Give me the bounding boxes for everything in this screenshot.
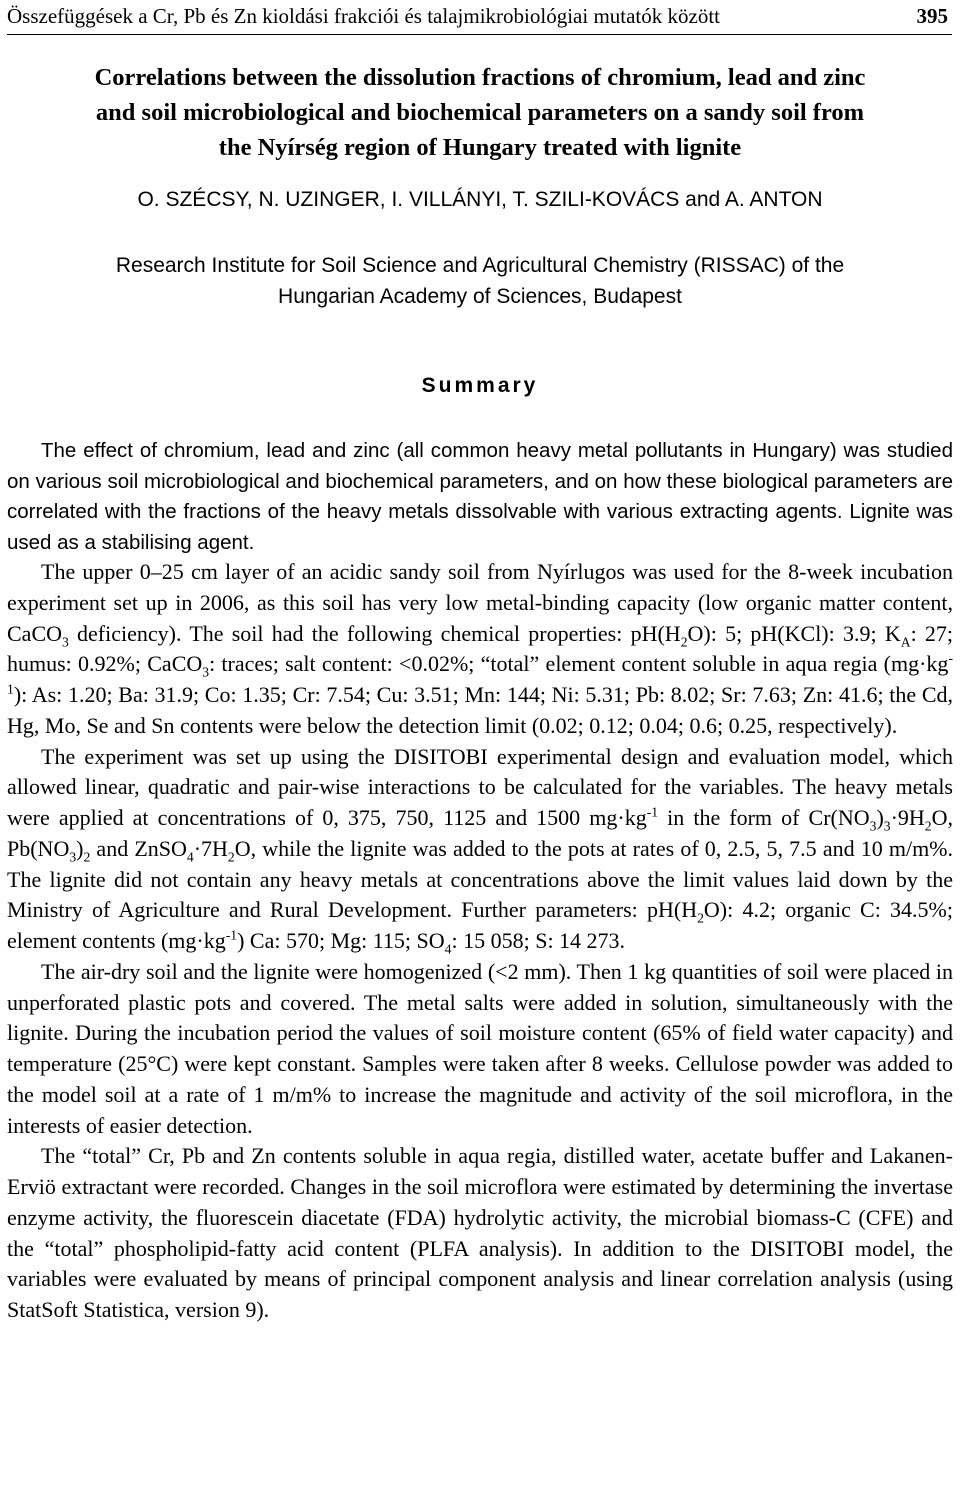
subscript: 2: [924, 818, 932, 834]
running-head: [7, 2, 952, 35]
text-run: : 15 058; S: 14 273.: [451, 928, 626, 953]
text-run: The upper 0–25 cm layer of an acidic sandy soil from Nyírlugos was used for the 8-week incubation experiment set up in 2006, as this soil has very low metal-binding capacity (low organic matter content, CaCO: [7, 559, 953, 646]
text-run: The experiment was set up using the DISITOBI experimental design and evaluation model, which allowed linear, quadratic and pair-wise interactions to be calculated for the variables. The heavy metals were applied at concentrations of 0, 375, 750, 1125 and 1500 mg·kg: [7, 743, 953, 830]
superscript: -1: [7, 650, 953, 697]
subscript: 2: [83, 849, 91, 865]
subscript: 3: [62, 633, 69, 649]
text-run: ): [876, 805, 884, 830]
subscript: 4: [444, 941, 452, 957]
text-run: ·7H: [193, 835, 228, 861]
subscript: 2: [680, 633, 688, 649]
body-paragraph-1: [7, 557, 953, 742]
body-paragraph-3: The air-dry soil and the lignite were homogenized (<2 mm). Then 1 kg quantities of soil were placed in unperforated plastic pots and covered. The metal salts were added in solution, simultaneously with the lignite. During the incubation period the values of soil moisture content (65% of field water capacity) and temperature (25°C) were kept constant. Samples were taken after 8 weeks. Cellulose powder was added to the model soil at a rate of 1 m/m% to increase the magnitude and activity of the soil microflora, in the interests of easier detection.: [7, 958, 953, 1138]
page-number: 395: [916, 4, 948, 28]
summary-heading: Summary: [421, 374, 539, 397]
body-paragraph-4: The “total” Cr, Pb and Zn contents soluble in aqua regia, distilled water, acetate buffer and Lakanen-Erviö extractant were recorded. Changes in the soil microflora were estimated by determining the invertase enzyme activity, the fluorescein diacetate (FDA) hydrolytic activity, the microbial biomass-C (CFE) and the “total” phospholipid-fatty acid content (PLFA analysis). In addition to the DISITOBI model, the variables were evaluated by means of principal component analysis and linear correlation analysis (using StatSoft Statistica, version 9).: [7, 1143, 953, 1322]
text-run: ) Ca: 570; Mg: 115; SO: [237, 928, 445, 953]
text-run: ): [76, 835, 84, 861]
title-line-3: the Nyírség region of Hungary treated with lignite: [218, 134, 742, 161]
text-run: ·9H: [890, 805, 925, 830]
running-head-title: Összefüggések a Cr, Pb és Zn kioldási frakciói és talajmikrobiológiai mutatók között: [7, 4, 721, 28]
text-run: in the form of Cr(NO: [658, 805, 870, 830]
affiliation: [0, 250, 960, 312]
subscript: 2: [697, 910, 704, 926]
title-line-1: Correlations between the dissolution fractions of chromium, lead and zinc: [94, 64, 866, 91]
subscript: A: [900, 633, 911, 649]
superscript: -1: [646, 804, 659, 820]
subscript: 3: [202, 664, 210, 680]
affiliation-line-2: Hungarian Academy of Sciences, Budapest: [278, 285, 682, 308]
text-run: : 27; humus: 0.92%; CaCO: [7, 620, 954, 677]
body-paragraph-2: [7, 742, 953, 957]
author-list: O. SZÉCSY, N. UZINGER, I. VILLÁNYI, T. SZILI-KOVÁCS and A. ANTON: [137, 188, 823, 211]
text-run: and ZnSO: [90, 835, 187, 861]
subscript: 3: [69, 849, 77, 865]
abstract-paragraph: The effect of chromium, lead and zinc (all common heavy metal pollutants in Hungary) was studied on various soil microbiological and biochemical parameters, and on how these biological parameters are correlated with the fractions of the heavy metals dissolvable with various extracting agents. Lignite was used as a stabilising agent.: [7, 439, 953, 555]
text-run: O): 5; pH(KCl): 3.9; K: [687, 620, 901, 646]
text-run: O, while the lignite was added to the pots at rates of 0, 2.5, 5, 7.5 and 10 m/m%. The lignite did not contain any heavy metals at concentrations above the limit values laid down by the Ministry of Agriculture and Rural Development. Further parameters: pH(H: [7, 835, 954, 923]
abstract: [7, 436, 953, 559]
text-run: O, Pb(NO: [7, 805, 953, 861]
superscript: -1: [225, 927, 238, 943]
text-run: ): As: 1.20; Ba: 31.9; Co: 1.35; Cr: 7.54; Cu: 3.51; Mn: 144; Ni: 5.31; Pb: 8.02; Sr: 7.63; Zn: 41.6; the Cd, Hg, Mo, Se and Sn contents were below the detection limit (0.02; 0.12; 0.04; 0.6; 0.25, respectively).: [7, 682, 953, 738]
subscript: 3: [883, 818, 891, 834]
affiliation-line-1: Research Institute for Soil Science and Agricultural Chemistry (RISSAC) of the: [115, 254, 845, 277]
title-line-2: and soil microbiological and biochemical parameters on a sandy soil from: [95, 99, 865, 126]
subscript: 4: [186, 849, 194, 865]
text-run: O): 4.2; organic C: 34.5%; element contents (mg·kg: [7, 897, 953, 953]
subscript: 3: [869, 818, 877, 834]
article-title: [0, 60, 960, 165]
text-run: : traces; salt content: <0.02%; “total” element content soluble in aqua regia (mg·kg: [209, 651, 949, 677]
text-run: deficiency). The soil had the following chemical properties: pH(H: [68, 620, 681, 646]
summary-body: [7, 557, 953, 1326]
subscript: 2: [227, 849, 235, 865]
